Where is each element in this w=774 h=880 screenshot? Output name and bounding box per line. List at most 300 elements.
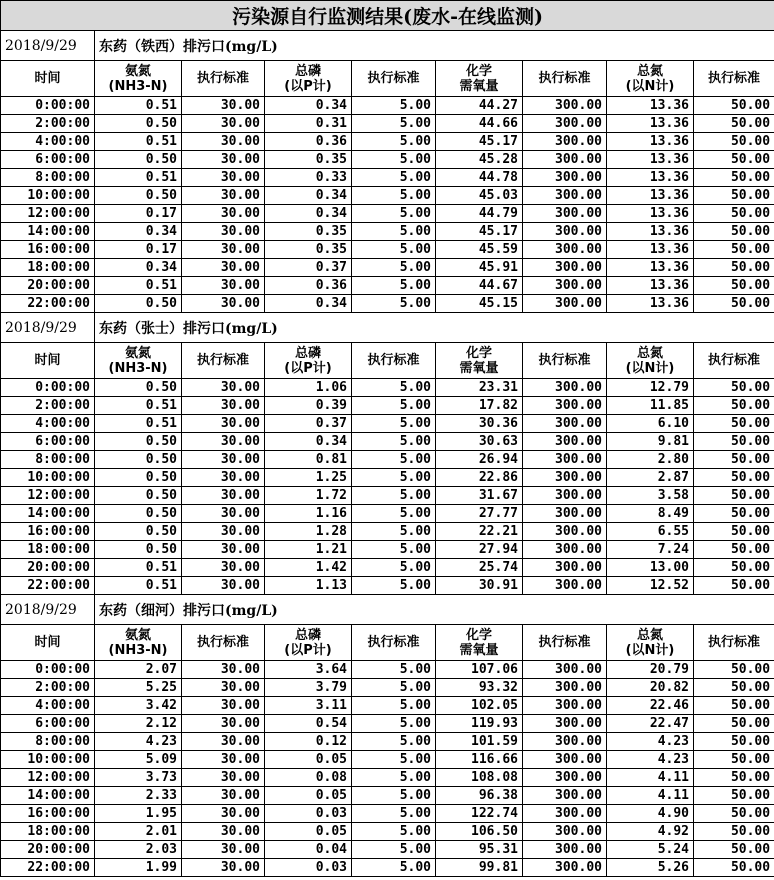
table-row bbox=[1, 559, 774, 577]
column-header: 执行标准 bbox=[694, 625, 774, 661]
value-cell: 11.85 bbox=[607, 397, 694, 415]
value-cell: 5.00 bbox=[352, 733, 436, 751]
value-cell: 5.00 bbox=[352, 241, 436, 259]
section-name: 东药（铁西）排污口(mg/L) bbox=[95, 31, 774, 61]
value-cell: 0.17 bbox=[95, 205, 182, 223]
column-header: 执行标准 bbox=[523, 61, 607, 97]
value-cell: 300.00 bbox=[523, 241, 607, 259]
table-row bbox=[1, 241, 774, 259]
value-cell: 0.50 bbox=[95, 523, 182, 541]
time-cell: 0:00:00 bbox=[1, 661, 95, 679]
table-row bbox=[1, 769, 774, 787]
value-cell: 5.00 bbox=[352, 823, 436, 841]
value-cell: 300.00 bbox=[523, 169, 607, 187]
table-row bbox=[1, 133, 774, 151]
value-cell: 2.01 bbox=[95, 823, 182, 841]
value-cell: 1.25 bbox=[265, 469, 352, 487]
value-cell: 300.00 bbox=[523, 787, 607, 805]
value-cell: 30.00 bbox=[182, 523, 265, 541]
value-cell: 50.00 bbox=[694, 115, 774, 133]
value-cell: 5.00 bbox=[352, 505, 436, 523]
value-cell: 13.36 bbox=[607, 241, 694, 259]
value-cell: 22.46 bbox=[607, 697, 694, 715]
value-cell: 0.34 bbox=[265, 187, 352, 205]
value-cell: 4.23 bbox=[95, 733, 182, 751]
table-row bbox=[1, 187, 774, 205]
value-cell: 1.16 bbox=[265, 505, 352, 523]
column-header-row bbox=[1, 625, 774, 661]
value-cell: 300.00 bbox=[523, 715, 607, 733]
value-cell: 4.23 bbox=[607, 751, 694, 769]
value-cell: 23.31 bbox=[436, 379, 523, 397]
value-cell: 300.00 bbox=[523, 379, 607, 397]
value-cell: 50.00 bbox=[694, 469, 774, 487]
time-cell: 22:00:00 bbox=[1, 859, 95, 877]
value-cell: 30.00 bbox=[182, 433, 265, 451]
value-cell: 0.08 bbox=[265, 769, 352, 787]
value-cell: 50.00 bbox=[694, 769, 774, 787]
value-cell: 5.00 bbox=[352, 379, 436, 397]
value-cell: 30.00 bbox=[182, 397, 265, 415]
value-cell: 6.55 bbox=[607, 523, 694, 541]
value-cell: 0.51 bbox=[95, 277, 182, 295]
time-cell: 12:00:00 bbox=[1, 205, 95, 223]
table-row bbox=[1, 577, 774, 595]
table-row bbox=[1, 469, 774, 487]
value-cell: 45.15 bbox=[436, 295, 523, 313]
value-cell: 4.11 bbox=[607, 769, 694, 787]
value-cell: 300.00 bbox=[523, 679, 607, 697]
value-cell: 300.00 bbox=[523, 505, 607, 523]
value-cell: 1.28 bbox=[265, 523, 352, 541]
value-cell: 50.00 bbox=[694, 733, 774, 751]
value-cell: 300.00 bbox=[523, 277, 607, 295]
value-cell: 300.00 bbox=[523, 751, 607, 769]
value-cell: 50.00 bbox=[694, 205, 774, 223]
value-cell: 1.21 bbox=[265, 541, 352, 559]
value-cell: 9.81 bbox=[607, 433, 694, 451]
value-cell: 30.00 bbox=[182, 277, 265, 295]
value-cell: 50.00 bbox=[694, 523, 774, 541]
value-cell: 50.00 bbox=[694, 505, 774, 523]
value-cell: 3.11 bbox=[265, 697, 352, 715]
value-cell: 5.00 bbox=[352, 661, 436, 679]
value-cell: 0.50 bbox=[95, 115, 182, 133]
value-cell: 30.00 bbox=[182, 505, 265, 523]
value-cell: 5.00 bbox=[352, 259, 436, 277]
value-cell: 0.05 bbox=[265, 823, 352, 841]
value-cell: 300.00 bbox=[523, 187, 607, 205]
value-cell: 300.00 bbox=[523, 541, 607, 559]
value-cell: 5.00 bbox=[352, 841, 436, 859]
table-row bbox=[1, 487, 774, 505]
table-row bbox=[1, 697, 774, 715]
value-cell: 30.00 bbox=[182, 679, 265, 697]
column-header: 氨氮 (NH3-N) bbox=[95, 343, 182, 379]
column-header: 时间 bbox=[1, 61, 95, 97]
value-cell: 300.00 bbox=[523, 577, 607, 595]
value-cell: 300.00 bbox=[523, 733, 607, 751]
value-cell: 0.05 bbox=[265, 787, 352, 805]
value-cell: 0.17 bbox=[95, 241, 182, 259]
value-cell: 45.17 bbox=[436, 223, 523, 241]
value-cell: 30.00 bbox=[182, 151, 265, 169]
value-cell: 30.00 bbox=[182, 133, 265, 151]
table-row bbox=[1, 841, 774, 859]
value-cell: 13.36 bbox=[607, 295, 694, 313]
value-cell: 31.67 bbox=[436, 487, 523, 505]
value-cell: 0.36 bbox=[265, 277, 352, 295]
value-cell: 45.91 bbox=[436, 259, 523, 277]
column-header: 执行标准 bbox=[182, 625, 265, 661]
value-cell: 3.73 bbox=[95, 769, 182, 787]
value-cell: 3.42 bbox=[95, 697, 182, 715]
value-cell: 0.37 bbox=[265, 259, 352, 277]
value-cell: 13.36 bbox=[607, 277, 694, 295]
column-header: 执行标准 bbox=[523, 343, 607, 379]
value-cell: 0.37 bbox=[265, 415, 352, 433]
column-header: 执行标准 bbox=[694, 343, 774, 379]
time-cell: 20:00:00 bbox=[1, 559, 95, 577]
value-cell: 30.00 bbox=[182, 733, 265, 751]
value-cell: 0.33 bbox=[265, 169, 352, 187]
value-cell: 5.00 bbox=[352, 769, 436, 787]
value-cell: 5.00 bbox=[352, 415, 436, 433]
value-cell: 50.00 bbox=[694, 223, 774, 241]
value-cell: 0.34 bbox=[265, 97, 352, 115]
value-cell: 13.36 bbox=[607, 223, 694, 241]
value-cell: 300.00 bbox=[523, 415, 607, 433]
value-cell: 5.00 bbox=[352, 277, 436, 295]
column-header: 时间 bbox=[1, 343, 95, 379]
value-cell: 50.00 bbox=[694, 559, 774, 577]
value-cell: 119.93 bbox=[436, 715, 523, 733]
value-cell: 13.36 bbox=[607, 115, 694, 133]
table-row bbox=[1, 679, 774, 697]
value-cell: 13.00 bbox=[607, 559, 694, 577]
table-row bbox=[1, 223, 774, 241]
value-cell: 50.00 bbox=[694, 187, 774, 205]
value-cell: 45.03 bbox=[436, 187, 523, 205]
time-cell: 0:00:00 bbox=[1, 379, 95, 397]
value-cell: 50.00 bbox=[694, 805, 774, 823]
value-cell: 45.59 bbox=[436, 241, 523, 259]
value-cell: 30.00 bbox=[182, 751, 265, 769]
value-cell: 0.35 bbox=[265, 241, 352, 259]
value-cell: 30.00 bbox=[182, 97, 265, 115]
value-cell: 1.99 bbox=[95, 859, 182, 877]
value-cell: 12.79 bbox=[607, 379, 694, 397]
value-cell: 0.50 bbox=[95, 487, 182, 505]
value-cell: 0.51 bbox=[95, 133, 182, 151]
column-header: 总氮 (以N计) bbox=[607, 625, 694, 661]
table-row bbox=[1, 151, 774, 169]
value-cell: 0.34 bbox=[95, 259, 182, 277]
section-date: 2018/9/29 bbox=[1, 313, 95, 343]
value-cell: 0.05 bbox=[265, 751, 352, 769]
time-cell: 0:00:00 bbox=[1, 97, 95, 115]
table-row bbox=[1, 733, 774, 751]
value-cell: 3.64 bbox=[265, 661, 352, 679]
table-row bbox=[1, 859, 774, 877]
section-date: 2018/9/29 bbox=[1, 31, 95, 61]
table-row bbox=[1, 787, 774, 805]
value-cell: 30.00 bbox=[182, 187, 265, 205]
value-cell: 116.66 bbox=[436, 751, 523, 769]
value-cell: 5.00 bbox=[352, 715, 436, 733]
value-cell: 5.00 bbox=[352, 115, 436, 133]
time-cell: 2:00:00 bbox=[1, 115, 95, 133]
value-cell: 300.00 bbox=[523, 823, 607, 841]
value-cell: 50.00 bbox=[694, 169, 774, 187]
value-cell: 50.00 bbox=[694, 451, 774, 469]
value-cell: 17.82 bbox=[436, 397, 523, 415]
value-cell: 20.79 bbox=[607, 661, 694, 679]
value-cell: 300.00 bbox=[523, 433, 607, 451]
value-cell: 5.00 bbox=[352, 487, 436, 505]
value-cell: 5.00 bbox=[352, 697, 436, 715]
value-cell: 0.51 bbox=[95, 577, 182, 595]
value-cell: 44.66 bbox=[436, 115, 523, 133]
value-cell: 122.74 bbox=[436, 805, 523, 823]
value-cell: 0.50 bbox=[95, 187, 182, 205]
value-cell: 44.27 bbox=[436, 97, 523, 115]
time-cell: 14:00:00 bbox=[1, 787, 95, 805]
time-cell: 10:00:00 bbox=[1, 187, 95, 205]
value-cell: 30.00 bbox=[182, 541, 265, 559]
value-cell: 0.51 bbox=[95, 559, 182, 577]
value-cell: 300.00 bbox=[523, 487, 607, 505]
value-cell: 108.08 bbox=[436, 769, 523, 787]
value-cell: 0.50 bbox=[95, 379, 182, 397]
value-cell: 5.00 bbox=[352, 169, 436, 187]
value-cell: 0.50 bbox=[95, 151, 182, 169]
value-cell: 50.00 bbox=[694, 97, 774, 115]
time-cell: 6:00:00 bbox=[1, 433, 95, 451]
value-cell: 4.23 bbox=[607, 733, 694, 751]
value-cell: 5.00 bbox=[352, 151, 436, 169]
value-cell: 13.36 bbox=[607, 187, 694, 205]
value-cell: 0.35 bbox=[265, 223, 352, 241]
value-cell: 5.00 bbox=[352, 577, 436, 595]
value-cell: 300.00 bbox=[523, 97, 607, 115]
time-cell: 12:00:00 bbox=[1, 769, 95, 787]
time-cell: 2:00:00 bbox=[1, 397, 95, 415]
value-cell: 300.00 bbox=[523, 559, 607, 577]
value-cell: 2.80 bbox=[607, 451, 694, 469]
column-header: 执行标准 bbox=[352, 61, 436, 97]
value-cell: 96.38 bbox=[436, 787, 523, 805]
table-row bbox=[1, 661, 774, 679]
value-cell: 30.00 bbox=[182, 859, 265, 877]
value-cell: 300.00 bbox=[523, 841, 607, 859]
value-cell: 50.00 bbox=[694, 661, 774, 679]
time-cell: 8:00:00 bbox=[1, 733, 95, 751]
column-header: 执行标准 bbox=[352, 343, 436, 379]
value-cell: 8.49 bbox=[607, 505, 694, 523]
value-cell: 50.00 bbox=[694, 241, 774, 259]
value-cell: 3.58 bbox=[607, 487, 694, 505]
column-header: 总磷 (以P计) bbox=[265, 343, 352, 379]
column-header: 化学 需氧量 bbox=[436, 343, 523, 379]
column-header: 时间 bbox=[1, 625, 95, 661]
value-cell: 0.34 bbox=[265, 433, 352, 451]
column-header: 总氮 (以N计) bbox=[607, 61, 694, 97]
value-cell: 0.31 bbox=[265, 115, 352, 133]
value-cell: 30.00 bbox=[182, 769, 265, 787]
value-cell: 30.00 bbox=[182, 379, 265, 397]
value-cell: 0.50 bbox=[95, 469, 182, 487]
value-cell: 50.00 bbox=[694, 787, 774, 805]
time-cell: 16:00:00 bbox=[1, 241, 95, 259]
value-cell: 2.87 bbox=[607, 469, 694, 487]
value-cell: 1.13 bbox=[265, 577, 352, 595]
section-header-row bbox=[1, 595, 774, 625]
value-cell: 50.00 bbox=[694, 133, 774, 151]
value-cell: 22.21 bbox=[436, 523, 523, 541]
table-row bbox=[1, 397, 774, 415]
table-row bbox=[1, 433, 774, 451]
value-cell: 99.81 bbox=[436, 859, 523, 877]
time-cell: 2:00:00 bbox=[1, 679, 95, 697]
value-cell: 1.72 bbox=[265, 487, 352, 505]
table-row bbox=[1, 805, 774, 823]
value-cell: 7.24 bbox=[607, 541, 694, 559]
value-cell: 2.33 bbox=[95, 787, 182, 805]
value-cell: 30.00 bbox=[182, 559, 265, 577]
value-cell: 300.00 bbox=[523, 259, 607, 277]
table-row bbox=[1, 415, 774, 433]
value-cell: 0.39 bbox=[265, 397, 352, 415]
time-cell: 6:00:00 bbox=[1, 715, 95, 733]
column-header: 氨氮 (NH3-N) bbox=[95, 625, 182, 661]
value-cell: 30.00 bbox=[182, 259, 265, 277]
value-cell: 0.50 bbox=[95, 433, 182, 451]
value-cell: 13.36 bbox=[607, 151, 694, 169]
value-cell: 50.00 bbox=[694, 715, 774, 733]
value-cell: 50.00 bbox=[694, 751, 774, 769]
time-cell: 14:00:00 bbox=[1, 505, 95, 523]
sheet-title: 污染源自行监测结果(废水-在线监测) bbox=[1, 1, 774, 31]
value-cell: 50.00 bbox=[694, 415, 774, 433]
value-cell: 5.00 bbox=[352, 859, 436, 877]
value-cell: 30.00 bbox=[182, 805, 265, 823]
value-cell: 30.00 bbox=[182, 295, 265, 313]
value-cell: 300.00 bbox=[523, 205, 607, 223]
value-cell: 30.00 bbox=[182, 487, 265, 505]
value-cell: 22.47 bbox=[607, 715, 694, 733]
value-cell: 5.24 bbox=[607, 841, 694, 859]
value-cell: 30.00 bbox=[182, 115, 265, 133]
column-header: 执行标准 bbox=[182, 343, 265, 379]
value-cell: 0.51 bbox=[95, 97, 182, 115]
table-row bbox=[1, 379, 774, 397]
value-cell: 300.00 bbox=[523, 133, 607, 151]
value-cell: 30.00 bbox=[182, 241, 265, 259]
time-cell: 4:00:00 bbox=[1, 697, 95, 715]
value-cell: 44.79 bbox=[436, 205, 523, 223]
value-cell: 50.00 bbox=[694, 859, 774, 877]
value-cell: 300.00 bbox=[523, 451, 607, 469]
time-cell: 22:00:00 bbox=[1, 295, 95, 313]
table-row bbox=[1, 277, 774, 295]
value-cell: 0.51 bbox=[95, 169, 182, 187]
time-cell: 18:00:00 bbox=[1, 541, 95, 559]
value-cell: 44.78 bbox=[436, 169, 523, 187]
value-cell: 30.00 bbox=[182, 715, 265, 733]
value-cell: 2.12 bbox=[95, 715, 182, 733]
value-cell: 3.79 bbox=[265, 679, 352, 697]
value-cell: 6.10 bbox=[607, 415, 694, 433]
value-cell: 0.51 bbox=[95, 415, 182, 433]
table-row bbox=[1, 169, 774, 187]
value-cell: 102.05 bbox=[436, 697, 523, 715]
section-header-row bbox=[1, 31, 774, 61]
time-cell: 8:00:00 bbox=[1, 169, 95, 187]
value-cell: 1.42 bbox=[265, 559, 352, 577]
value-cell: 22.86 bbox=[436, 469, 523, 487]
time-cell: 10:00:00 bbox=[1, 751, 95, 769]
value-cell: 300.00 bbox=[523, 151, 607, 169]
value-cell: 30.00 bbox=[182, 223, 265, 241]
value-cell: 20.82 bbox=[607, 679, 694, 697]
table-row bbox=[1, 823, 774, 841]
column-header: 氨氮 (NH3-N) bbox=[95, 61, 182, 97]
value-cell: 27.77 bbox=[436, 505, 523, 523]
column-header: 化学 需氧量 bbox=[436, 61, 523, 97]
value-cell: 0.34 bbox=[265, 295, 352, 313]
value-cell: 107.06 bbox=[436, 661, 523, 679]
value-cell: 50.00 bbox=[694, 541, 774, 559]
time-cell: 18:00:00 bbox=[1, 823, 95, 841]
section-header-row bbox=[1, 313, 774, 343]
value-cell: 0.51 bbox=[95, 397, 182, 415]
value-cell: 12.52 bbox=[607, 577, 694, 595]
value-cell: 50.00 bbox=[694, 841, 774, 859]
value-cell: 300.00 bbox=[523, 769, 607, 787]
section-name: 东药（细河）排污口(mg/L) bbox=[95, 595, 774, 625]
value-cell: 30.00 bbox=[182, 205, 265, 223]
value-cell: 2.07 bbox=[95, 661, 182, 679]
value-cell: 30.00 bbox=[182, 661, 265, 679]
table-row bbox=[1, 751, 774, 769]
value-cell: 50.00 bbox=[694, 397, 774, 415]
value-cell: 30.00 bbox=[182, 469, 265, 487]
value-cell: 5.00 bbox=[352, 133, 436, 151]
value-cell: 30.36 bbox=[436, 415, 523, 433]
table-row bbox=[1, 505, 774, 523]
time-cell: 22:00:00 bbox=[1, 577, 95, 595]
value-cell: 300.00 bbox=[523, 469, 607, 487]
column-header: 执行标准 bbox=[523, 625, 607, 661]
value-cell: 30.00 bbox=[182, 787, 265, 805]
value-cell: 30.91 bbox=[436, 577, 523, 595]
value-cell: 13.36 bbox=[607, 259, 694, 277]
value-cell: 30.00 bbox=[182, 451, 265, 469]
value-cell: 0.36 bbox=[265, 133, 352, 151]
value-cell: 30.00 bbox=[182, 169, 265, 187]
value-cell: 50.00 bbox=[694, 379, 774, 397]
value-cell: 0.54 bbox=[265, 715, 352, 733]
value-cell: 5.00 bbox=[352, 559, 436, 577]
column-header: 总氮 (以N计) bbox=[607, 343, 694, 379]
value-cell: 0.81 bbox=[265, 451, 352, 469]
value-cell: 0.50 bbox=[95, 541, 182, 559]
value-cell: 0.12 bbox=[265, 733, 352, 751]
time-cell: 12:00:00 bbox=[1, 487, 95, 505]
value-cell: 50.00 bbox=[694, 295, 774, 313]
value-cell: 4.90 bbox=[607, 805, 694, 823]
